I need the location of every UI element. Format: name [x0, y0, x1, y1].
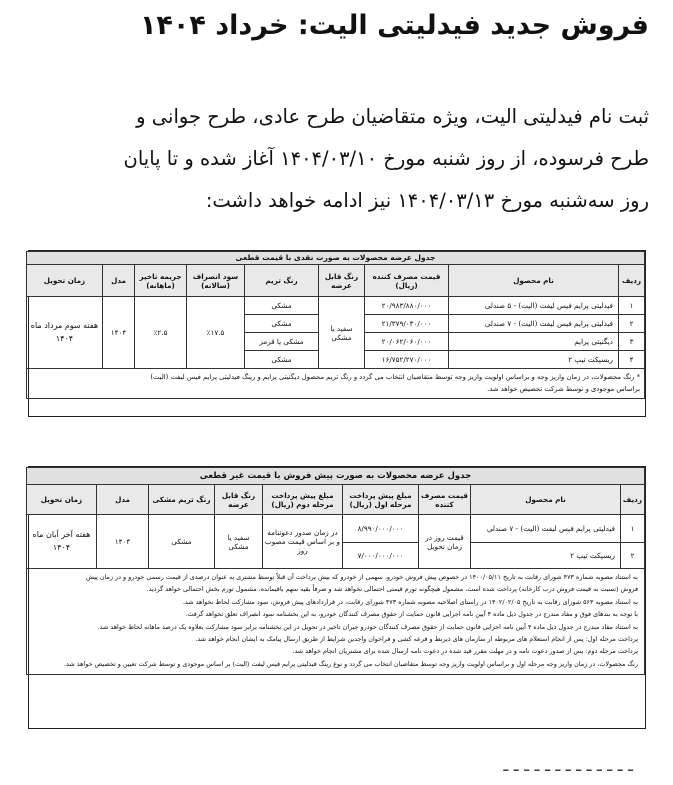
- table2-note: پرداخت مرحله دوم: پس از صدور دعوت نامه و در مهلت مقرر قید شده در دعوت نامه ارسال شده برای مشتریان انجام خواهد شد.: [292, 647, 638, 656]
- intro-line-2: طرح فرسوده، از روز شنبه مورخ ۱۴۰۴/۰۳/۱۰ آغاز شده و تا پایان: [123, 147, 649, 170]
- product-price: ۲۰/۰۶۲/۰۶۰/۰۰۰: [365, 333, 449, 351]
- model-year: ۱۴۰۴: [97, 515, 149, 569]
- product-price: ۱۶/۷۵۲/۲۷۰/۰۰۰: [365, 351, 449, 369]
- row-number: ۲: [619, 315, 645, 333]
- presale-table: [28, 466, 646, 729]
- intro-line-1: ثبت نام فیدلیتی الیت، ویژه متقاضیان طرح عادی، طرح جوانی و: [136, 105, 649, 128]
- table2-header-trim-color: رنگ تریم مشکی: [149, 485, 215, 515]
- table1-header-cancel-fee: سود انصراف (سالانه): [187, 265, 245, 297]
- row-number: ۴: [619, 351, 645, 369]
- delivery-time: هفته سوم مرداد ماه ۱۴۰۴: [26, 297, 102, 369]
- model-year: ۱۴۰۴: [103, 297, 135, 369]
- table1-note-line-2: براساس موجودی و توسط شرکت تخصیص خواهد شد.: [487, 384, 640, 393]
- row-number: ۱: [621, 515, 645, 543]
- cash-sale-table: [28, 250, 646, 417]
- trim-color: مشکی: [245, 315, 319, 333]
- table2-note: به استناد مصوبه ۵۶۳ شورای رقابت به تاریخ ۱۴۰۲/۰۲/۰۵ در راستای اصلاحیه مصوبه شماره ۴۷۳ شورای رقابت، در قراردادهای پیش فروش، سود مشارکت لحاظ نخواهد شد.: [182, 597, 638, 606]
- table2-note: به استناد مفاد مندرج در جدول ذیل ماده ۴ آیین نامه اجرایی قانون حمایت از حقوق مصرف کنندگان خودرو جبران تاخیر در تحویل در این بخشنامه برابر سود مشارکت بعلاوه یک درصد ماهانه لحاظ خواهد شد.: [97, 622, 638, 631]
- table2-header-first-payment: مبلغ پیش پرداخت مرحله اول (ریال): [343, 485, 419, 515]
- table1-header-body-color: رنگ قابل عرضه: [319, 265, 365, 297]
- row-number: ۲: [621, 543, 645, 569]
- cut-off-text: ـ ـ ـ ـ ـ ـ ـ ـ ـ ـ ـ ـ ـ: [503, 756, 633, 776]
- product-name: فیدلیتی پرایم فیس لیفت (الیت) - ۷ صندلی: [471, 515, 621, 543]
- consumer-price: قیمت روز در زمان تحویل: [419, 515, 471, 569]
- table2-header-second-payment: مبلغ پیش پرداخت مرحله دوم (ریال): [263, 485, 343, 515]
- row-number: ۳: [619, 333, 645, 351]
- table2-header-delivery: زمان تحویل: [26, 485, 96, 515]
- table2-caption: جدول عرضه محصولات به صورت پیش فروش با قیمت غیر قطعی: [26, 468, 644, 485]
- trim-color: مشکی: [245, 351, 319, 369]
- table1-note-line-1: * رنگ محصولات، در زمان واریز وجه و براساس اولویت واریز وجه توسط متقاضیان انتخاب می گردد و رنگ تریم محصول دیگنیتی پرایم و رینگ فیدلیتی پرایم فیس لیفت (الیت): [150, 373, 640, 381]
- body-color: سفید یا مشکی: [215, 515, 263, 569]
- product-price: ۲۱/۳۷۹/۰۳۰/۰۰۰: [365, 315, 449, 333]
- table2-notes: [26, 569, 644, 675]
- table2-note: فروش (نسبت به قیمت فروش درب کارخانه) پرداخت شده است، مشمول هیچگونه تورم قیمتی احتمالی نخواهد شد و صرفاً بقیه سهم باقیمانده، مشمول تورم بخش احتمالی خواهد گردید.: [146, 585, 638, 594]
- table1-header-delay-penalty: جریمه تاخیر (ماهانه): [135, 265, 187, 297]
- intro-paragraph: [14, 96, 649, 222]
- table1-header-model: مدل: [103, 265, 135, 297]
- intro-line-3: روز سه‌شنبه مورخ ۱۴۰۴/۰۳/۱۳ نیز ادامه خواهد داشت:: [205, 189, 649, 212]
- trim-color: مشکی: [149, 515, 215, 569]
- table1-header-delivery: زمان تحویل: [26, 265, 102, 297]
- table2-note: پرداخت مرحله اول: پس از انجام استعلام های مربوطه از سازمان های ذیربط و قرعه کشی و فراخوان واجدین شرایط از طریق ارسال پیامک به ایشان انجام خواهد شد.: [195, 634, 638, 643]
- table2-header-body-color: رنگ قابل عرضه: [215, 485, 263, 515]
- delivery-time: هفته آخر آبان ماه ۱۴۰۴: [26, 515, 96, 569]
- table1-note: [26, 369, 644, 399]
- table2-header-consumer-price: قیمت مصرف کننده: [419, 485, 471, 515]
- table2-header-row: ردیف: [621, 485, 645, 515]
- body-color: سفید یا مشکی: [319, 297, 365, 369]
- table2-header-product: نام محصول: [471, 485, 621, 515]
- product-price: ۲۰/۹۸۳/۸۸۰/۰۰۰: [365, 297, 449, 315]
- table-row: [26, 297, 644, 315]
- table1-header-product: نام محصول: [449, 265, 619, 297]
- delay-penalty: ٪۲.۵: [135, 297, 187, 369]
- table2-note: با توجه به بندهای فوق و مفاد مندرج در جدول ذیل ماده ۴ آیین نامه اجرایی قانون حمایت از حقوق مصرف کنندگان خودرو، به این بخشنامه سود انصراف تعلق نخواهد گرفت.: [185, 610, 638, 619]
- trim-color: مشکی یا قرمز: [245, 333, 319, 351]
- table1-header-price: قیمت مصرف کننده (ریال): [365, 265, 449, 297]
- row-number: ۱: [619, 297, 645, 315]
- table2-header-model: مدل: [97, 485, 149, 515]
- product-name: ریسپکت تیپ ۲: [449, 351, 619, 369]
- first-payment: ۷/۰۰۰/۰۰۰/۰۰۰: [343, 543, 419, 569]
- first-payment: ۸/۹۹۰/۰۰۰/۰۰۰: [343, 515, 419, 543]
- product-name: ریسپکت تیپ ۲: [471, 543, 621, 569]
- cancel-fee: ٪۱۷.۵: [187, 297, 245, 369]
- table1-header-row: ردیف: [619, 265, 645, 297]
- table1-caption: جدول عرضه محصولات به صورت نقدی با قیمت قطعی: [26, 252, 644, 265]
- table2-note: رنگ محصولات، در زمان واریز وجه مرحله اول و براساس اولویت واریز وجه توسط متقاضیان انتخاب می گردد و نوع رینگ فیدلیتی پرایم فیس لیفت (الیت) بر اساس موجودی و توسط شرکت تعیین و تخصیص خواهد شد.: [64, 659, 638, 668]
- product-name: فیدلیتی پرایم فیس لیفت (الیت) - ۷ صندلی: [449, 315, 619, 333]
- trim-color: مشکی: [245, 297, 319, 315]
- table2-note: به استناد مصوبه شماره ۴۷۳ شورای رقابت به تاریخ ۱۴۰۰/۰۵/۱۱ در خصوص پیش فروش خودرو، سهمی از خودرو که بیش پرداخت آن قبلاً توسط مشتری به عنوان درصدی از قیمت رسمی خودرو و در زمان پیش: [85, 573, 638, 581]
- table1-header-trim-color: رنگ تریم: [245, 265, 319, 297]
- table-row: [26, 515, 644, 543]
- product-name: فیدلیتی پرایم فیس لیفت (الیت) - ۵ صندلی: [449, 297, 619, 315]
- page-title: فروش جدید فیدلیتی الیت: خرداد ۱۴۰۴: [139, 10, 649, 41]
- product-name: دیگنیتی پرایم: [449, 333, 619, 351]
- second-payment: در زمان صدور دعوتنامه و بر اساس قیمت مصوب روز: [263, 515, 343, 569]
